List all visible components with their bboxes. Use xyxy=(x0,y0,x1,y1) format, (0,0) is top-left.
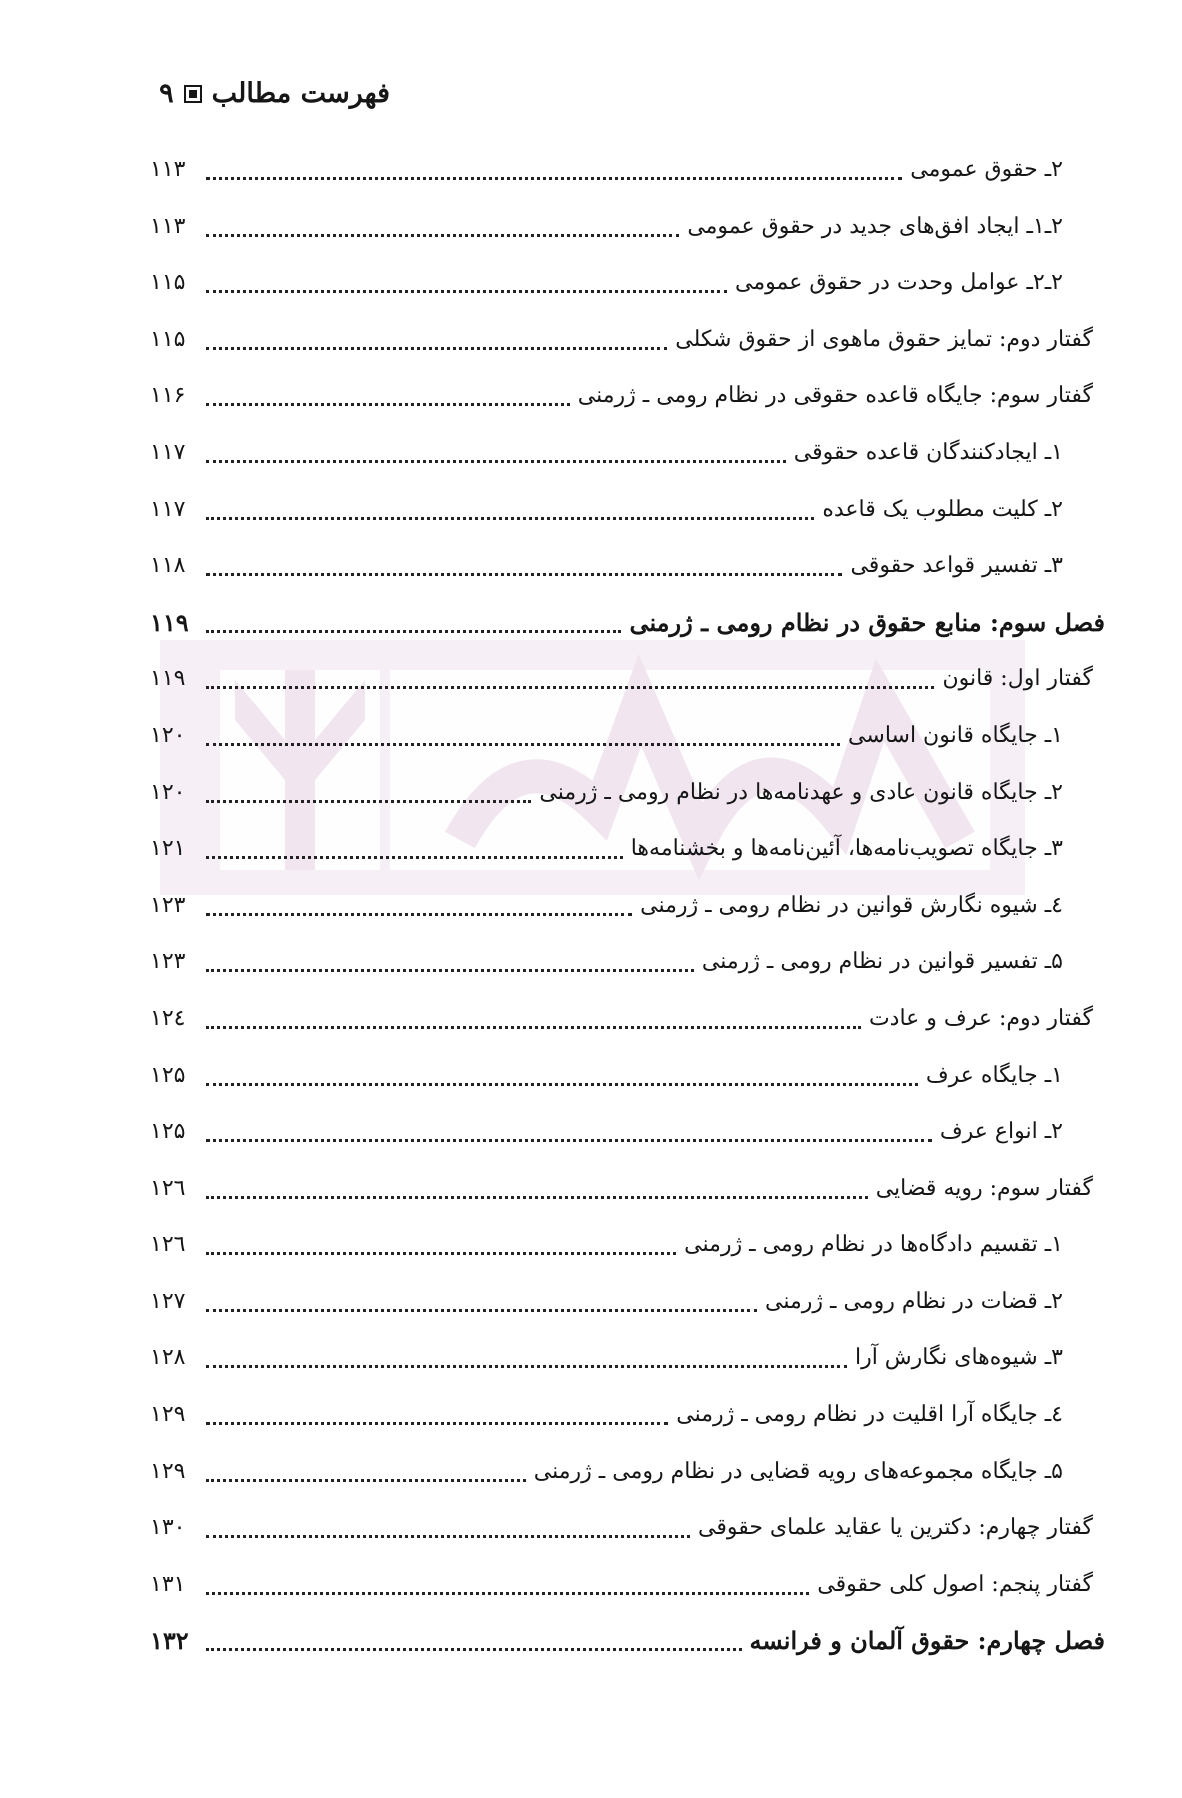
toc-entry-title: ۱ـ جایگاه قانون اساسی xyxy=(848,722,1063,748)
toc-page-number: ۱۱۹ xyxy=(150,666,186,692)
toc-page-number: ۱۲۸ xyxy=(150,1345,186,1371)
toc-page-number: ۱۲۱ xyxy=(150,836,186,862)
toc-entry-title: گفتار سوم: رویه قضایی xyxy=(875,1175,1093,1201)
toc-entry-title: ۵ـ جایگاه مجموعه‌های رویه قضایی در نظام رومی ـ ژرمنی xyxy=(533,1458,1063,1484)
toc-page-number: ۱۱۳ xyxy=(150,213,186,239)
dot-leader xyxy=(206,1457,526,1482)
toc-entry-row xyxy=(150,325,1105,382)
toc-entry-row xyxy=(150,1457,1105,1514)
table-of-contents xyxy=(150,155,1105,1683)
toc-entry-title: ۳ـ شیوه‌های نگارش آرا xyxy=(854,1345,1063,1371)
dot-leader xyxy=(206,1626,742,1651)
toc-page-number: ۱۲۹ xyxy=(150,1402,186,1428)
toc-entry-row xyxy=(150,268,1105,325)
toc-entry-row xyxy=(150,155,1105,212)
dot-leader xyxy=(206,1343,847,1368)
toc-entry-title: ۳ـ تفسیر قواعد حقوقی xyxy=(850,553,1063,579)
toc-entry-title: ۲ـ۲ـ عوامل وحدت در حقوق عمومی xyxy=(735,270,1063,296)
toc-page-number: ۱۳۲ xyxy=(150,1626,189,1656)
toc-entry-row xyxy=(150,664,1105,721)
dot-leader xyxy=(206,1174,868,1199)
toc-entry-title: ۲ـ انواع عرف xyxy=(939,1119,1063,1145)
dot-leader xyxy=(206,664,934,689)
toc-entry-row xyxy=(150,947,1105,1004)
toc-entry-title: گفتار دوم: تمایز حقوق ماهوی از حقوق شکلی xyxy=(675,326,1093,352)
dot-leader xyxy=(206,608,621,633)
dot-leader xyxy=(206,1004,861,1029)
toc-page-number: ۱۲٦ xyxy=(150,1232,186,1258)
toc-entry-title: گفتار پنجم: اصول کلی حقوقی xyxy=(817,1571,1093,1597)
toc-page-number: ۱۲٤ xyxy=(150,1005,186,1031)
toc-page-number: ۱۱۹ xyxy=(150,607,189,637)
toc-page-number: ۱۱۵ xyxy=(150,270,186,296)
toc-entry-title: ۲ـ حقوق عمومی xyxy=(910,157,1063,182)
toc-page-number: ۱۲۷ xyxy=(150,1288,186,1314)
toc-page-number: ۱۲۰ xyxy=(150,779,186,805)
dot-leader xyxy=(206,381,570,406)
toc-entry-row xyxy=(150,891,1105,948)
toc-page-number: ۱۲۵ xyxy=(150,1062,186,1088)
toc-entry-row xyxy=(150,495,1105,552)
toc-entry-row xyxy=(150,1174,1105,1231)
toc-entry-row xyxy=(150,778,1105,835)
toc-entry-row xyxy=(150,438,1105,495)
toc-entry-title: ۱ـ ایجادکنندگان قاعده حقوقی xyxy=(793,439,1063,465)
toc-entry-title: گفتار سوم: جایگاه قاعده حقوقی در نظام رومی ـ ژرمنی xyxy=(577,383,1093,409)
toc-chapter-row xyxy=(150,608,1105,665)
toc-entry-title: گفتار دوم: عرف و عادت xyxy=(868,1005,1093,1031)
toc-entry-title: فصل سوم: منابع حقوق در نظام رومی ـ ژرمنی xyxy=(629,607,1105,637)
dot-leader xyxy=(206,1570,809,1595)
toc-entry-title: ٤ـ شیوه نگارش قوانین در نظام رومی ـ ژرمنی xyxy=(640,892,1063,918)
toc-page-number: ۱۲۳ xyxy=(150,949,186,975)
dot-leader xyxy=(206,1400,668,1425)
dot-leader xyxy=(206,1117,932,1142)
dot-leader xyxy=(206,1513,690,1538)
toc-page-number: ۱۱۳ xyxy=(150,157,186,182)
toc-entry-title: ۳ـ جایگاه تصویب‌نامه‌ها، آئین‌نامه‌ها و بخشنامه‌ها xyxy=(630,836,1063,862)
toc-entry-title: ۱ـ جایگاه عرف xyxy=(925,1062,1063,1088)
toc-entry-row xyxy=(150,551,1105,608)
header-page-number: ۹ xyxy=(159,78,174,109)
dot-leader xyxy=(206,834,623,859)
toc-entry-title: ۱ـ تقسیم دادگاه‌ها در نظام رومی ـ ژرمنی xyxy=(684,1232,1063,1258)
toc-entry-row xyxy=(150,1117,1105,1174)
dot-leader xyxy=(206,551,842,576)
dot-leader xyxy=(206,778,531,803)
toc-entry-title: ۲ـ قضات در نظام رومی ـ ژرمنی xyxy=(765,1288,1063,1314)
dot-leader xyxy=(206,1061,918,1086)
dot-leader xyxy=(206,268,727,293)
toc-entry-row xyxy=(150,1513,1105,1570)
toc-entry-title: ٤ـ جایگاه آرا اقلیت در نظام رومی ـ ژرمنی xyxy=(676,1402,1063,1428)
toc-page-number: ۱۲۰ xyxy=(150,722,186,748)
toc-entry-title: گفتار چهارم: دکترین یا عقاید علمای حقوقی xyxy=(697,1515,1093,1541)
square-bullet-icon xyxy=(184,85,202,103)
toc-page-number: ۱۲۵ xyxy=(150,1119,186,1145)
toc-entry-row xyxy=(150,381,1105,438)
dot-leader xyxy=(206,212,679,237)
toc-entry-row xyxy=(150,721,1105,778)
toc-entry-row xyxy=(150,212,1105,269)
toc-page-number: ۱۳۰ xyxy=(150,1515,186,1541)
dot-leader xyxy=(206,721,840,746)
toc-page-number: ۱۱۵ xyxy=(150,326,186,352)
toc-entry-title: ۲ـ کلیت مطلوب یک قاعده xyxy=(822,496,1063,522)
dot-leader xyxy=(206,947,694,972)
dot-leader xyxy=(206,155,902,180)
toc-page-number: ۱۱۷ xyxy=(150,496,186,522)
toc-page-number: ۱۱۶ xyxy=(150,383,186,409)
toc-entry-row xyxy=(150,1287,1105,1344)
dot-leader xyxy=(206,495,814,520)
toc-entry-row xyxy=(150,1570,1105,1627)
dot-leader xyxy=(206,325,667,350)
toc-entry-title: فصل چهارم: حقوق آلمان و فرانسه xyxy=(749,1626,1105,1656)
toc-entry-title: ۲ـ جایگاه قانون عادی و عهدنامه‌ها در نظام رومی ـ ژرمنی xyxy=(539,779,1063,805)
toc-chapter-row xyxy=(150,1626,1105,1683)
dot-leader xyxy=(206,438,786,463)
page-header xyxy=(150,78,390,109)
toc-entry-title: ۲ـ۱ـ ایجاد افق‌های جدید در حقوق عمومی xyxy=(687,213,1063,239)
toc-entry-title: گفتار اول: قانون xyxy=(942,666,1093,692)
toc-page-number: ۱۲۳ xyxy=(150,892,186,918)
dot-leader xyxy=(206,1287,757,1312)
dot-leader xyxy=(206,1230,676,1255)
toc-entry-row xyxy=(150,1400,1105,1457)
toc-entry-row xyxy=(150,1230,1105,1287)
header-title: فهرست مطالب xyxy=(211,78,390,109)
toc-page-number: ۱۲٦ xyxy=(150,1175,186,1201)
toc-entry-row xyxy=(150,1061,1105,1118)
toc-page-number: ۱۳۱ xyxy=(150,1571,186,1597)
toc-page-number: ۱۲۹ xyxy=(150,1458,186,1484)
toc-entry-row xyxy=(150,834,1105,891)
toc-entry-row xyxy=(150,1343,1105,1400)
dot-leader xyxy=(206,891,632,916)
toc-entry-row xyxy=(150,1004,1105,1061)
toc-entry-title: ۵ـ تفسیر قوانین در نظام رومی ـ ژرمنی xyxy=(701,949,1063,975)
toc-page-number: ۱۱۸ xyxy=(150,553,186,579)
toc-page-number: ۱۱۷ xyxy=(150,439,186,465)
